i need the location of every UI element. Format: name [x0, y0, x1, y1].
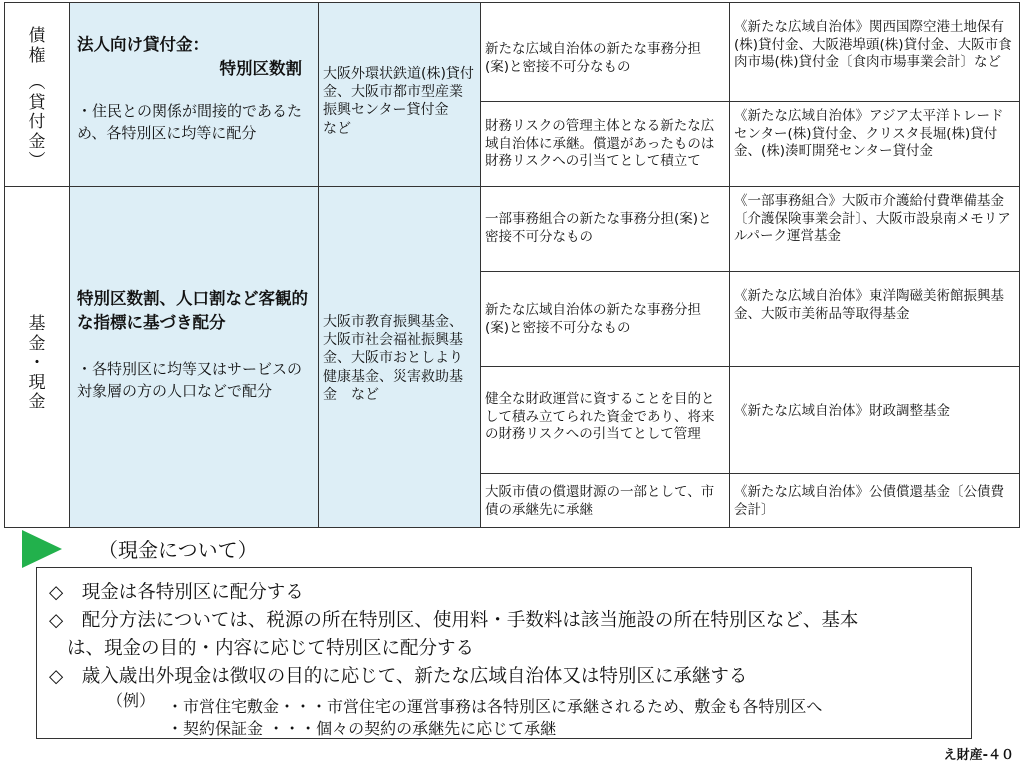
policy-subheadline: 特別区数割 [219, 58, 302, 78]
category-label: 基 [28, 314, 46, 334]
section-arrow-icon [22, 530, 62, 568]
reason-cell: 大阪市債の償還財源の一部として、市債の承継先に承継 [480, 473, 730, 528]
examples-cell-loans: 大阪外環状鉄道(株)貸付金、大阪市都市型産業振興センター貸付金 など [318, 2, 481, 187]
asset-allocation-table [4, 2, 1020, 528]
reason-cell: 新たな広域自治体の新たな事務分担(案)と密接不可分なもの [480, 271, 730, 367]
policy-cell-funds [69, 186, 319, 528]
policy-note: ・各特別区に均等又はサービスの対象層の方の人口などで配分 [77, 359, 303, 400]
target-cell: 《新たな広域自治体》公債償還基金〔公債費会計〕 [729, 473, 1020, 528]
cash-bullet-continuation: は、現金の目的・内容に応じて特別区に配分する [67, 638, 475, 659]
reason-cell: 健全な財政運営に資することを目的として積み立てられた資金であり、将来の財務リスクへの引当てとして管理 [480, 366, 730, 474]
policy-note: ・住民との関係が間接的であるため、各特別区に均等に配分 [77, 101, 303, 142]
target-cell: 《新たな広域自治体》アジア太平洋トレードセンター(株)貸付金、クリスタ長堀(株)貸付金、(株)湊町開発センター貸付金 [729, 101, 1020, 187]
page-number: え財産-４０ [943, 748, 1014, 763]
policy-headline: 法人向け貸付金： [77, 35, 209, 54]
cash-section-title: （現金について） [98, 538, 258, 562]
target-cell: 《新たな広域自治体》関西国際空港土地保有(株)貸付金、大阪港埠頭(株)貸付金、大阪市食肉市場(株)貸付金〔食肉市場事業会計〕など [729, 2, 1020, 102]
target-cell: 《新たな広域自治体》財政調整基金 [729, 366, 1020, 474]
examples-cell-funds: 大阪市教育振興基金、大阪市社会福祉振興基金、大阪市おとしより健康基金、災害救助基金 など [318, 186, 481, 528]
policy-headline: 特別区数割、人口割など客観的な指標に基づき配分 [77, 289, 308, 332]
policy-cell-loans [69, 2, 319, 187]
reason-cell: 財務リスクの管理主体となる新たな広域自治体に承継。償還があったものは財務リスクへの引当てとして積立て [480, 101, 730, 187]
cash-bullet: ◇ 歳入歳出外現金は徴収の目的に応じて、新たな広域自治体又は特別区に承継する [49, 666, 748, 687]
cash-bullet: ◇ 現金は各特別区に配分する [49, 582, 304, 603]
category-label: 債 [28, 26, 46, 46]
category-cell-funds-cash: 基 金 ・ 現 金 [4, 186, 70, 528]
target-cell: 《新たな広域自治体》東洋陶磁美術館振興基金、大阪市美術品等取得基金 [729, 271, 1020, 367]
reason-cell: 一部事務組合の新たな事務分担(案)と密接不可分なもの [480, 186, 730, 272]
example-item: ・契約保証金 ・・・個々の契約の承継先に応じて承継 [167, 719, 557, 738]
category-cell-loans: 債 権 ︵ 貸 付 金 ︶ [4, 2, 70, 187]
cash-bullet: ◇ 配分方法については、税源の所在特別区、使用料・手数料は該当施設の所在特別区など、基本 [49, 610, 859, 631]
reason-cell: 新たな広域自治体の新たな事務分担(案)と密接不可分なもの [480, 2, 730, 102]
cash-notes-box [36, 567, 972, 739]
target-cell: 《一部事務組合》大阪市介護給付費準備基金〔介護保険事業会計〕、大阪市設泉南メモリアルパーク運営基金 [729, 186, 1020, 272]
example-label: （例） [107, 691, 156, 710]
example-item: ・市営住宅敷金・・・市営住宅の運営事務は各特別区に承継されるため、敷金も各特別区へ [167, 697, 823, 716]
